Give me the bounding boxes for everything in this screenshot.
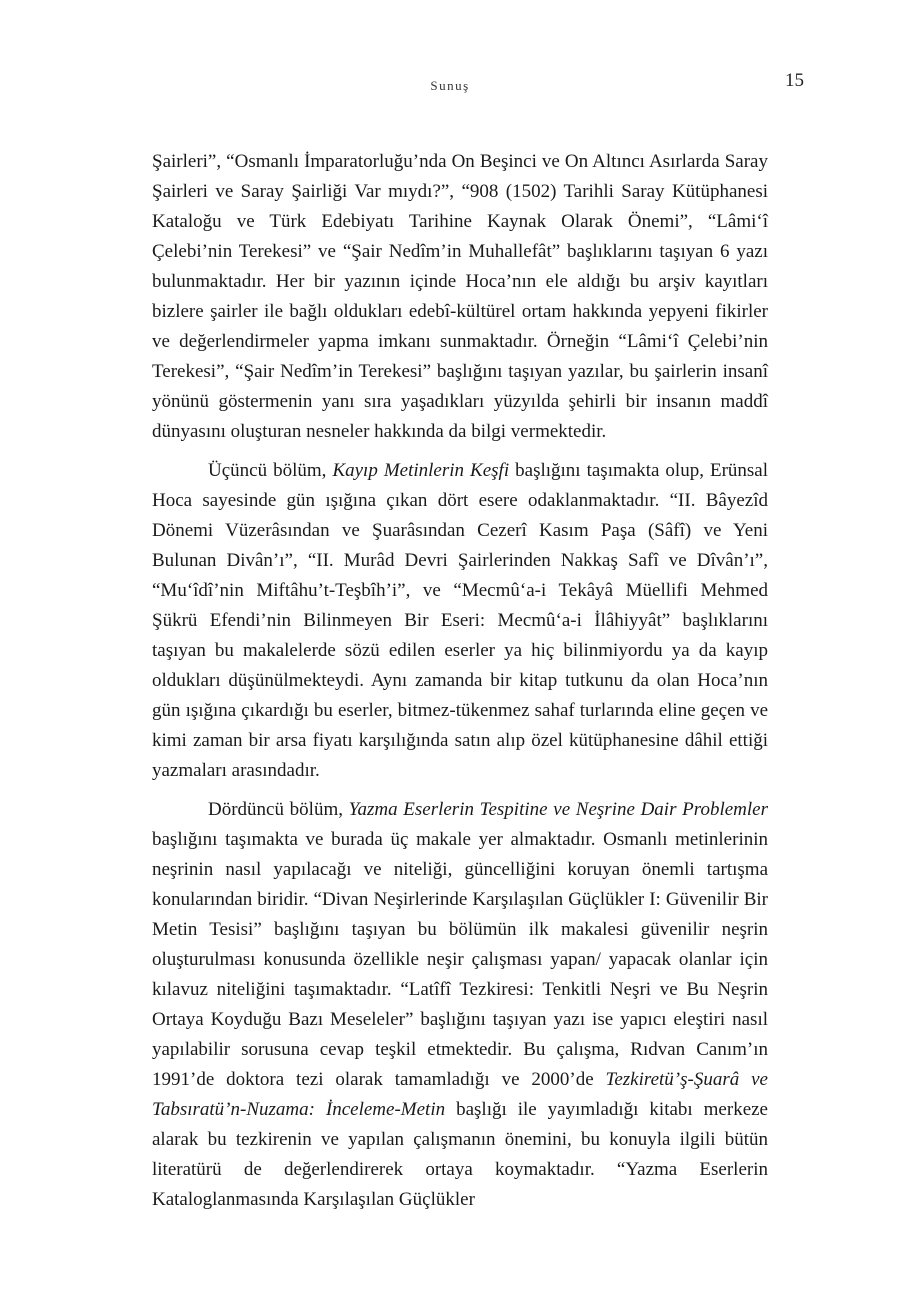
page-number: 15 — [785, 70, 804, 91]
paragraph-text: Üçüncü bölüm, — [208, 460, 333, 481]
paragraph-text: Şairleri”, “Osmanlı İmparatorluğu’nda On Beşinci ve On Altıncı Asırlarda Saray Şairleri ve Saray Şairliği Var mıydı?”, “908 (1502) Tarihli Saray Kütüphanesi Kataloğu ve Türk Edebiyatı Tarihine Kaynak Olarak Önemi”, “Lâmi‘î Çelebi’nin Terekesi” ve “Şair Nedîm’in Muhallefât” başlıklarını taşıyan 6 yazı bulunmaktadır. Her bir yazının içinde Hoca’nın ele aldığı bu arşiv kayıtları bizlere şairler ile bağlı oldukları edebî-kültürel ortam hakkında yepyeni fikirler ve değerlendirmeler yapma imkanı sunmaktadır. Örneğin “Lâmi‘î Çelebi’nin Terekesi”, “Şair Nedîm’in Terekesi” başlığını taşıyan yazılar, bu şairlerin insanî yönünü göstermenin yanı sıra yaşadıkları yüzyılda şehirli bir insanın maddî dünyasını oluşturan nesneler hakkında da bilgi vermektedir. — [152, 151, 768, 442]
running-head: Sunuş — [430, 78, 470, 93]
paragraph-text: başlığını taşımakta ve burada üç makale yer almaktadır. Osmanlı metinlerinin neşrinin nasıl yapılacağı ve niteliği, güncelliğini koruyan önemli tartışma konularından biridir. “Divan Neşirlerinde Karşılaşılan Güçlükler I: Güvenilir Bir Metin Tesisi” başlığını taşıyan bu bölümün ilk makalesi güvenilir neşrin oluşturulması konusunda özellikle neşir çalışması yapan/ yapacak olanlar için kılavuz niteliğini taşımaktadır. “Latîfî Tezkiresi: Tenkitli Neşri ve Bu Neşrin Ortaya Koyduğu Bazı Meseleler” başlığını taşıyan yazı ise yapıcı eleştiri nasıl yapılabilir sorusuna cevap teşkil etmektedir. Bu çalışma, Rıdvan Canım’ın 1991’de doktora tezi olarak tamamladığı ve 2000’de — [152, 829, 768, 1090]
paragraph-text: başlığını taşımakta olup, Erünsal Hoca sayesinde gün ışığına çıkan dört esere odaklanmaktadır. “II. Bâyezîd Dönemi Vüzerâsından ve Şuarâsından Cezerî Kasım Paşa (Sâfî) ve Yeni Bulunan Divân’ı”, “II. Murâd Devri Şairlerinden Nakkaş Safî ve Dîvân’ı”, “Mu‘îdî’nin Miftâhu’t-Teşbîh’i”, ve “Mecmû‘a-i Tekâyâ Müellifi Mehmed Şükrü Efendi’nin Bilinmeyen Bir Eseri: Mecmû‘a-i İlâhiyyât” başlıklarını taşıyan bu makalelerde sözü edilen eserler ya hiç bilinmiyordu ya da kayıp oldukları düşünülmekteydi. Aynı zamanda bir kitap tutkunu da olan Hoca’nın gün ışığına çıkardığı bu eserler, bitmez-tükenmez sahaf turlarında eline geçen ve kimi zaman bir arsa fiyatı karşılığında satın alıp özel kütüphanesine dâhil ettiği yazmaları arasındadır. — [152, 460, 768, 781]
paragraph-1 — [152, 147, 768, 447]
book-section-title: Kayıp Metinlerin Keşfi — [332, 460, 510, 481]
paragraph-3 — [152, 795, 768, 1215]
paragraph-text: Dördüncü bölüm, — [208, 799, 349, 820]
paragraph-text: başlığı ile yayımladığı kitabı merkeze alarak bu tezkirenin ve yapılan çalışmanın önemini, bu konuyla ilgili bütün literatürü de değerlendirerek ortaya koymaktadır. “Yazma Eserlerin Kataloglanmasında Karşılaşılan Güçlükler — [152, 1099, 768, 1210]
paragraph-2 — [152, 456, 768, 786]
book-section-title: Yazma Eserlerin Tespitine ve Neşrine Dair Problemler — [348, 799, 768, 820]
body-text — [152, 147, 768, 1215]
cited-book-title: Tezkiretü’ş-Şuarâ ve Tabsıratü’n-Nuzama: İnceleme-Metin — [152, 1069, 768, 1120]
